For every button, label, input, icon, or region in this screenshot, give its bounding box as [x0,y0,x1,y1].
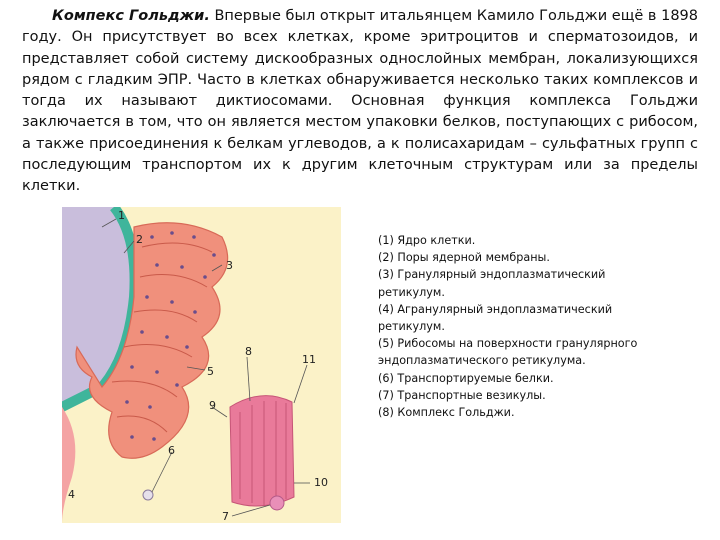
legend-item: (1) Ядро клетки. [378,234,476,247]
legend-item: (7) Транспортные везикулы. [378,388,546,402]
legend-item: (6) Транспортируемые белки. [378,371,554,385]
golgi-complex [230,396,294,506]
label-6: 6 [168,444,175,457]
legend-item: (2) Поры ядерной мембраны. [378,251,550,265]
transported-protein [143,490,153,500]
label-3: 3 [226,259,233,272]
cell-diagram [62,207,341,523]
label-7: 7 [222,510,229,523]
legend-item: (8) Комплекс Гольджи. [378,406,515,420]
legend-item: эндоплазматического ретикулума. [378,354,586,368]
transport-vesicle [270,496,284,510]
label-2: 2 [136,233,143,246]
legend-item: ретикулум. [378,285,445,299]
legend-item: (5) Рибосомы на поверхности гранулярного [378,337,638,351]
legend-item: (3) Гранулярный эндоплазматический [378,268,606,282]
golgi-paragraph [22,6,698,198]
figure-legend [378,232,678,421]
legend-item: ретикулум. [378,320,445,334]
label-5: 5 [207,365,214,378]
label-10: 10 [314,476,328,489]
label-1: 1 [118,209,125,222]
label-4: 4 [68,488,75,501]
label-11: 11 [302,353,316,366]
legend-item: (4) Агранулярный эндоплазматический [378,302,613,316]
paragraph-lead: Компекс Гольджи. [52,8,210,24]
label-9: 9 [209,399,216,412]
paragraph-text: Впервые был открыт итальянцем Камило Гольджи ещё в 1898 году. Он присутствует во всех клетках, кроме эритроцитов и сперматозоидов, и представляет собой систему дискообразных однослойных мембран, локализующихся рядом с гладким ЭПР. Часто в клетках обнаруживается несколько таких комплексов и тогда их называют диктиосомами. Основная функция комплекса Гольджи заключается в том, что он является местом упаковки белков, поступающих с рибосом, а также присоединения к белкам углеводов, а к полисахаридам – сульфатных групп с последующим транспортом их к другим клеточным структурам или за пределы клетки. [22,8,698,195]
label-8: 8 [245,345,252,358]
